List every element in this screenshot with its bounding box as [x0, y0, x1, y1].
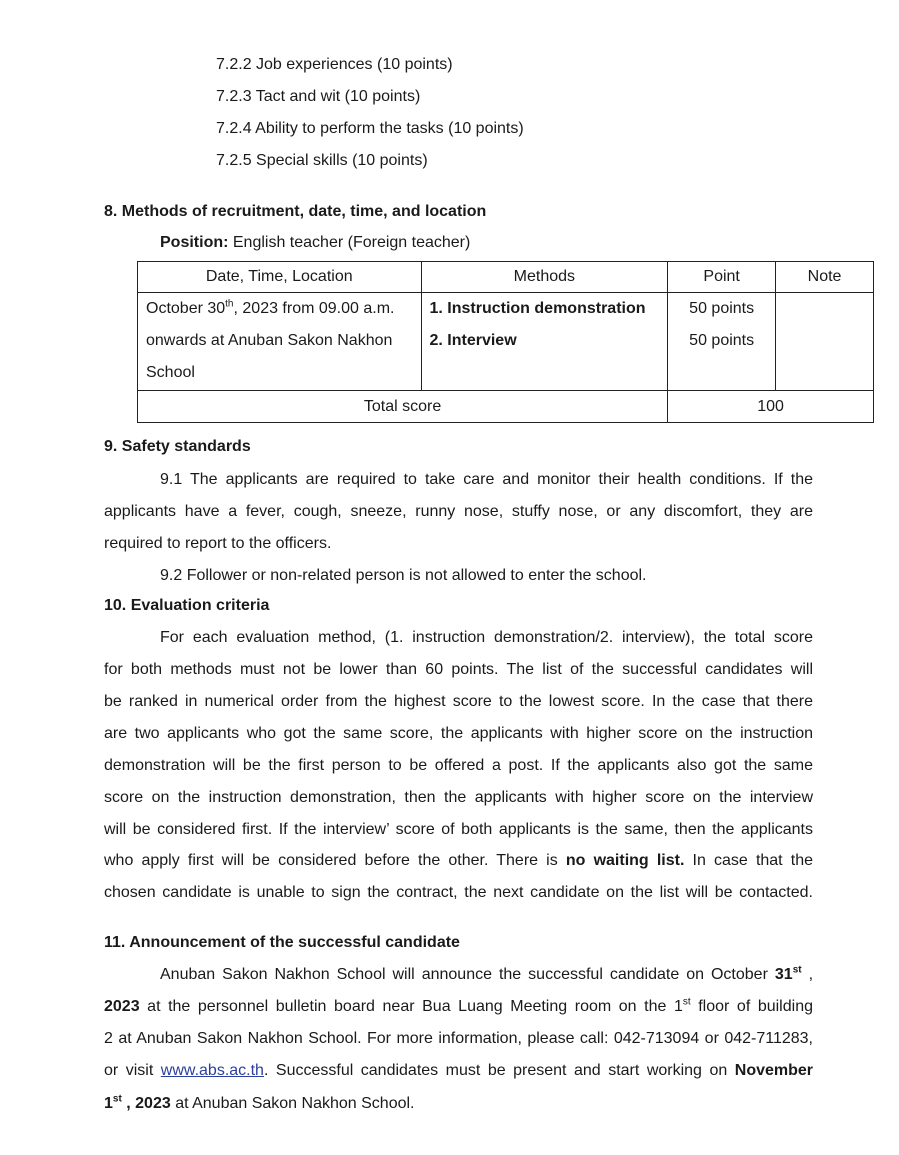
date-line-1: October 30th, 2023 from 09.00 a.m. [146, 298, 395, 317]
section-9-1-line-3: required to report to the officers. [104, 535, 332, 552]
header-note: Note [776, 262, 874, 293]
list-item-7-2-4: 7.2.4 Ability to perform the tasks (10 points) [216, 120, 524, 137]
section-10-line-7: will be considered first. If the interview’ score of both applicants is the same, then the applicants [104, 821, 813, 838]
position-value: English teacher (Foreign teacher) [228, 234, 471, 251]
date-line-3: School [146, 364, 195, 381]
section-9-heading: 9. Safety standards [104, 438, 251, 455]
section-10-line-9: chosen candidate is unable to sign the contract, the next candidate on the list will be contacted. [104, 884, 813, 901]
method-1: 1. Instruction demonstration [429, 300, 646, 317]
section-9-1-line-2: applicants have a fever, cough, sneeze, runny nose, stuffy nose, or any discomfort, they are [104, 503, 813, 520]
section-10-line-2: for both methods must not be lower than 60 points. The list of the successful candidates will [104, 661, 813, 678]
total-label: Total score [138, 391, 668, 423]
section-9-1-line-1: 9.1 The applicants are required to take care and monitor their health conditions. If the [160, 471, 813, 488]
date-line-2: onwards at Anuban Sakon Nakhon [146, 332, 393, 349]
table-row [138, 293, 874, 391]
section-11-line-2: 2023 at the personnel bulletin board near Bua Luang Meeting room on the 1st floor of building [104, 996, 813, 1015]
header-methods: Methods [421, 262, 668, 293]
position-label: Position: [160, 234, 229, 251]
table-header-row [138, 262, 874, 293]
total-row [138, 391, 874, 423]
website-link[interactable]: www.abs.ac.th [160, 1062, 264, 1079]
section-10-line-6: score on the instruction demonstration, then the applicants with higher score on the interview [104, 789, 813, 806]
header-date: Date, Time, Location [138, 262, 422, 293]
header-point: Point [668, 262, 776, 293]
point-2: 50 points [689, 332, 755, 349]
section-10-line-5: demonstration will be the first person to be offered a post. If the applicants also got the same [104, 757, 813, 774]
points-cell [668, 293, 776, 391]
total-value: 100 [668, 391, 874, 423]
section-10-line-3: be ranked in numerical order from the highest score to the lowest score. In the case that there [104, 693, 813, 710]
section-10-line-8: who apply first will be considered before the other. There is no waiting list. In case that the [104, 852, 814, 869]
method-2: 2. Interview [429, 332, 517, 349]
note-cell [776, 293, 874, 391]
section-9-2: 9.2 Follower or non-related person is not allowed to enter the school. [160, 567, 647, 584]
list-item-7-2-2: 7.2.2 Job experiences (10 points) [216, 56, 453, 73]
section-11-line-3: 2 at Anuban Sakon Nakhon School. For more information, please call: 042-713094 or 042-711283, [104, 1030, 813, 1047]
methods-cell [421, 293, 668, 391]
list-item-7-2-3: 7.2.3 Tact and wit (10 points) [216, 88, 421, 105]
section-10-heading: 10. Evaluation criteria [104, 597, 270, 614]
position-line [160, 233, 470, 253]
section-11-line-1: Anuban Sakon Nakhon School will announce the successful candidate on October 31st , [160, 964, 814, 983]
section-11-heading: 11. Announcement of the successful candidate [104, 934, 460, 951]
section-10-line-1: For each evaluation method, (1. instruction demonstration/2. interview), the total score [160, 629, 813, 646]
date-cell [138, 293, 422, 391]
point-1: 50 points [689, 300, 755, 317]
section-10-line-4: are two applicants who got the same score, the applicants with higher score on the instruction [104, 725, 813, 742]
section-11-line-4: or visit www.abs.ac.th. Successful candidates must be present and start working on November [104, 1062, 814, 1079]
recruitment-table [137, 261, 874, 423]
section-8-heading: 8. Methods of recruitment, date, time, and location [104, 203, 487, 220]
section-11-line-5: 1st , 2023 at Anuban Sakon Nakhon School. [104, 1093, 415, 1112]
list-item-7-2-5: 7.2.5 Special skills (10 points) [216, 152, 428, 169]
